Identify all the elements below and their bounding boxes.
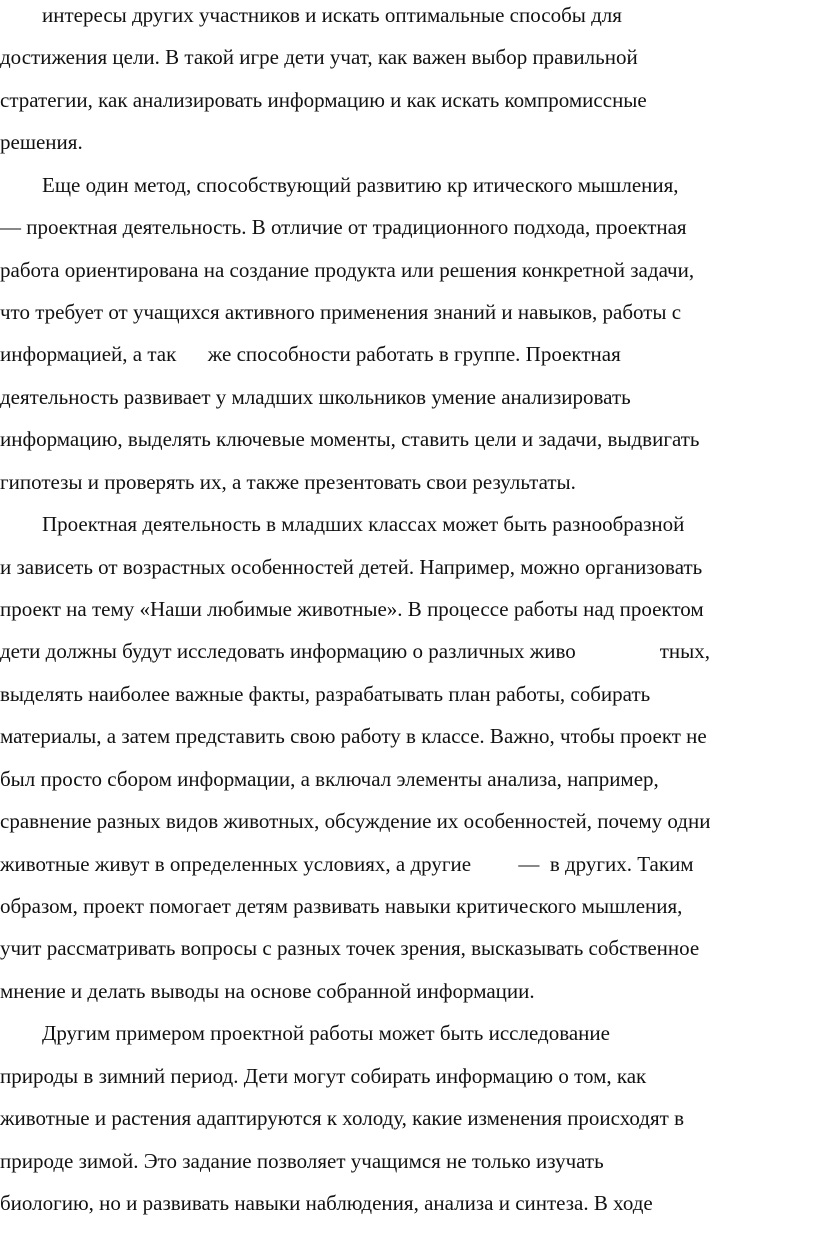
text-line: Проектная деятельность в младших классах может быть разнообразной [0,512,685,536]
text-line: гипотезы и проверять их, а также презентовать свои результаты. [0,470,576,494]
text-line: природы в зимний период. Дети могут собирать информацию о том, как [0,1064,647,1088]
text-line: учит рассматривать вопросы с разных точек зрения, высказывать собственное [0,936,700,960]
text-line: информацию, выделять ключевые моменты, ставить цели и задачи, выдвигать [0,427,700,451]
text-line: образом, проект помогает детям развивать навыки критического мышления, [0,894,683,918]
text-line: Другим примером проектной работы может быть исследование [0,1021,610,1045]
text-line: природе зимой. Это задание позволяет учащимся не только изучать [0,1149,604,1173]
text-line: был просто сбором информации, а включал элементы анализа, например, [0,767,659,791]
text-line: сравнение разных видов животных, обсуждение их особенностей, почему одни [0,809,711,833]
text-line: и зависеть от возрастных особенностей детей. Например, можно организовать [0,555,703,579]
text-line: Еще один метод, способствующий развитию кр итического мышления, [0,173,679,197]
text-line: стратегии, как анализировать информацию и как искать компромиссные [0,88,647,112]
text-line: материалы, а затем представить свою работу в классе. Важно, чтобы проект не [0,724,707,748]
text-line: биологию, но и развивать навыки наблюдения, анализа и синтеза. В ходе [0,1191,653,1215]
text-line: что требует от учащихся активного применения знаний и навыков, работы с [0,300,682,324]
text-line: информацией, а так же способности работать в группе. Проектная [0,342,621,366]
text-line: работа ориентирована на создание продукта или решения конкретной задачи, [0,258,695,282]
text-line: достижения цели. В такой игре дети учат, как важен выбор правильной [0,45,638,69]
text-line: мнение и делать выводы на основе собранной информации. [0,979,535,1003]
text-line: интересы других участников и искать оптимальные способы для [0,3,622,27]
text-line: деятельность развивает у младших школьников умение анализировать [0,385,631,409]
text-line: животные живут в определенных условиях, а другие — в других. Таким [0,852,694,876]
text-line: проект на тему «Наши любимые животные». В процессе работы над проектом [0,597,704,621]
text-line: животные и растения адаптируются к холоду, какие изменения происходят в [0,1106,684,1130]
text-line: решения. [0,130,83,154]
text-line: — проектная деятельность. В отличие от традиционного подхода, проектная [0,215,687,239]
text-line: дети должны будут исследовать информацию о различных живо тных, [0,639,711,663]
text-line: выделять наиболее важные факты, разрабатывать план работы, собирать [0,682,651,706]
